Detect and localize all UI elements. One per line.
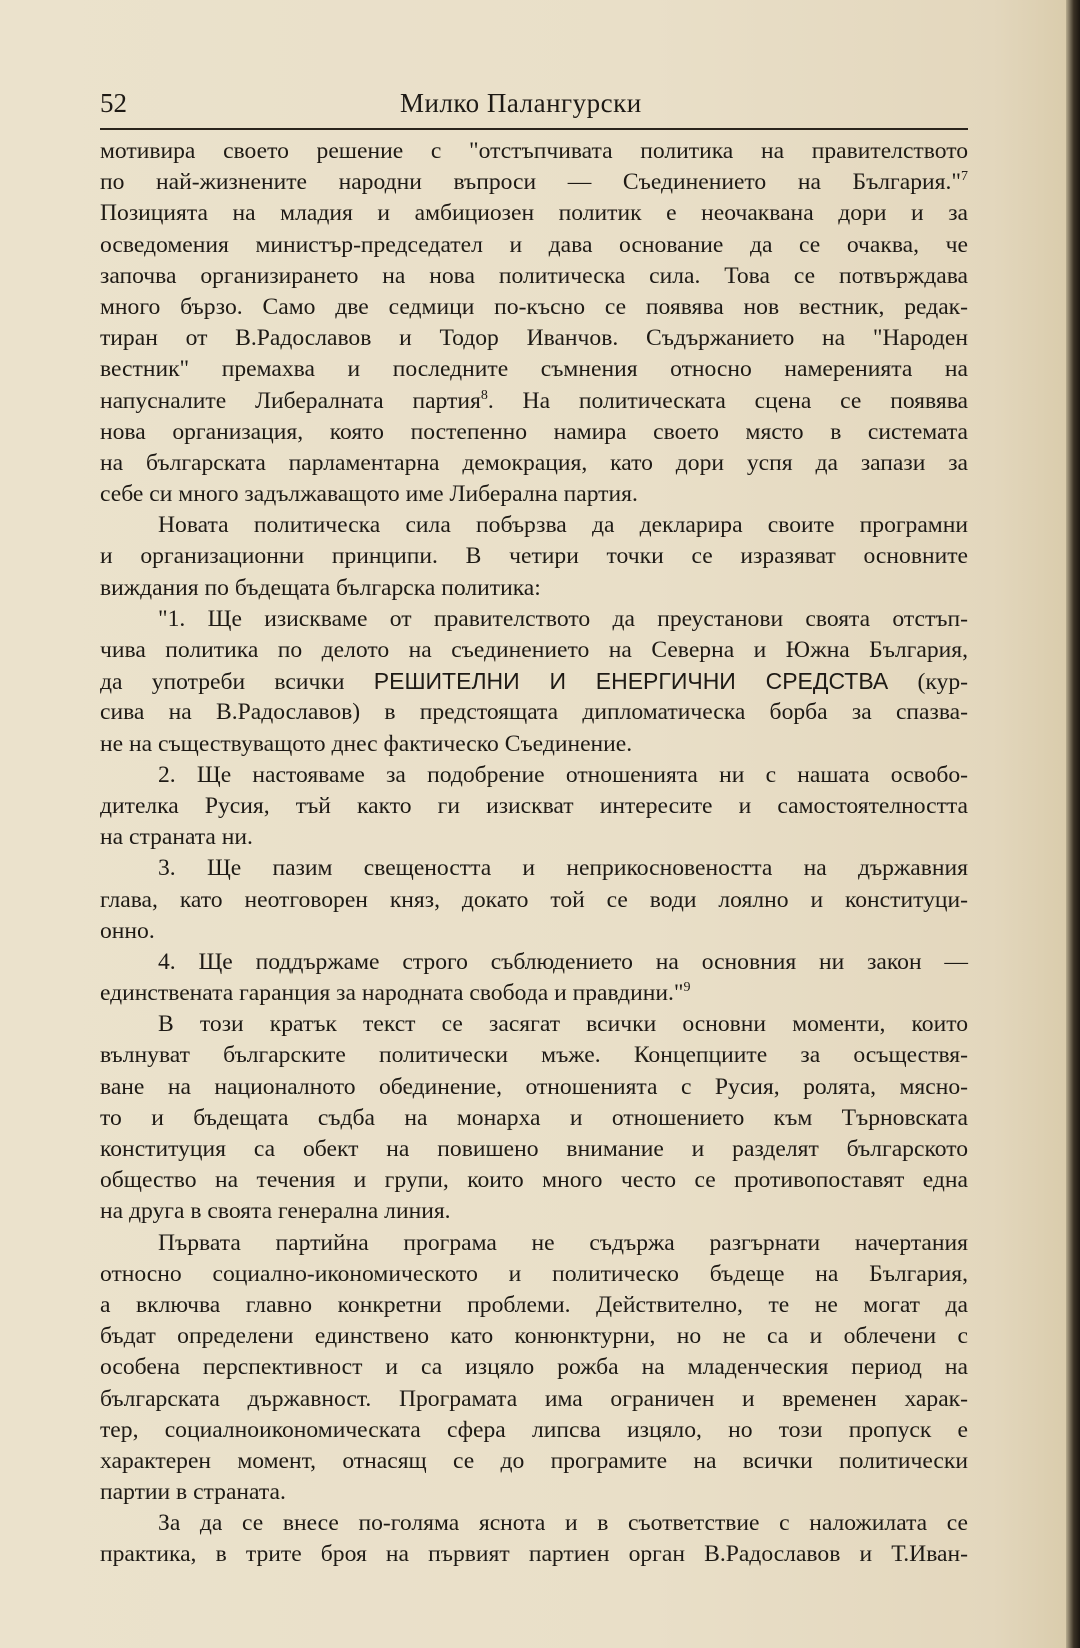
text-line: сива на В.Радославов) в предстоящата дипломатическа борба за спазва- <box>100 699 968 726</box>
text-line: 4. Ще поддържаме строго съблюдението на основния ни закон — <box>158 948 968 975</box>
paragraph <box>100 510 968 604</box>
text-line: практика, в трите броя на първият партиен орган В.Радославов и Т.Иван- <box>100 1541 968 1568</box>
text-line: напусналите Либералната партия$^8$. На политическата сцена се появява <box>100 387 968 414</box>
paragraph <box>100 1228 968 1509</box>
body-text <box>100 136 968 1571</box>
text-line: В този кратък текст се засягат всички основни моменти, които <box>158 1011 968 1038</box>
text-line: нова организация, която постепенно намира своето място в системата <box>100 418 968 445</box>
page-header <box>100 88 968 128</box>
text-line: бъдат определени единствено като конюнктурни, но не са и облечени с <box>100 1323 968 1350</box>
header-rule <box>100 128 968 130</box>
text-line: на страната ни. <box>100 824 253 851</box>
text-line: относно социално-икономическото и политическо бъдеще на България, <box>100 1260 968 1287</box>
text-line: 2. Ще настояваме за подобрение отношенията ни с нашата освобо- <box>158 761 968 788</box>
text-line: българската държавност. Програмата има ограничен и временен харак- <box>100 1385 968 1412</box>
paragraph <box>100 136 968 510</box>
text-line: по най-жизнените народни въпроси — Съединението на България."$^7$ <box>100 169 968 196</box>
text-line: мотивира своето решение с "отстъпчивата политика на правителството <box>100 138 968 164</box>
text-line: да употреби всички РЕШИТЕЛНИ И ЕНЕРГИЧНИ СРЕДСТВА (кур- <box>100 668 968 696</box>
text-line: себе си много задължаващото име Либерална партия. <box>100 481 638 508</box>
footnote-ref: 8 <box>480 387 488 403</box>
text-line: виждания по бъдещата българска политика: <box>100 574 541 601</box>
text-line: не на съществуващото днес фактическо Съединение. <box>100 730 633 757</box>
running-head-author: Милко Палангурски <box>400 88 642 118</box>
footnote-ref: 7 <box>961 169 968 185</box>
text-line: започва организирането на нова политическа сила. Това се потвърждава <box>100 262 968 289</box>
text-line: осведомения министър-председател и дава основание да се очаква, че <box>100 231 968 258</box>
text-line: на българската парламентарна демокрация, като дори успя да запази за <box>100 449 968 476</box>
text-line: ване на националното обединение, отношенията с Русия, ролята, мясно- <box>100 1073 968 1100</box>
text-line: тиран от В.Радославов и Тодор Иванчов. Съдържанието на "Народен <box>100 325 968 352</box>
text-line: онно. <box>100 917 155 944</box>
text-line: общество на течения и групи, които много често се противопоставят една <box>100 1167 968 1194</box>
text-line: глава, като неотговорен княз, докато той се води лоялно и конституци- <box>100 886 968 913</box>
text-line: дителка Русия, тъй както ги изискват интересите и самостоятелността <box>100 792 968 819</box>
text-line: на друга в своята генерална линия. <box>100 1198 451 1225</box>
program-point <box>100 947 968 1009</box>
text-line: и организационни принципи. В четири точки се изразяват основните <box>100 543 968 570</box>
text-line: особена перспективност и са изцяло рожба на младенческия период на <box>100 1354 968 1381</box>
text-line: тер, социалноикономическата сфера липсва изцяло, но този пропуск е <box>100 1416 968 1443</box>
text-line: чива политика по делото на съединението на Северна и Южна България, <box>100 637 968 663</box>
text-line: вълнуват българските политически мъже. Концепциите за осъществя- <box>100 1042 968 1069</box>
text-line: Новата политическа сила побързва да декларира своите програмни <box>158 512 968 539</box>
book-spine-shadow <box>1066 0 1080 1648</box>
paragraph <box>100 1009 968 1227</box>
text-line: Позицията на младия и амбициозен политик е неочаквана дори и за <box>100 200 968 227</box>
text-line: то и бъдещата съдба на монарха и отношението към Търновската <box>100 1104 968 1131</box>
text-line: 3. Ще пазим свещеността и неприкосновеността на държавния <box>158 855 968 882</box>
program-point <box>100 604 968 760</box>
text-line: много бързо. Само две седмици по-късно се появява нов вестник, редак- <box>100 293 968 320</box>
text-line: вестник" премахва и последните съмнения относно намеренията на <box>100 356 968 383</box>
text-line: единствената гаранция за народната свобода и правдини."$^9$ <box>100 980 691 1007</box>
paragraph <box>100 1508 968 1570</box>
text-line: партии в страната. <box>100 1479 286 1506</box>
text-line: За да се внесе по-голяма яснота и в съответствие с наложилата се <box>158 1510 968 1537</box>
footnote-ref: 9 <box>683 980 691 996</box>
emphasized-text: РЕШИТЕЛНИ И ЕНЕРГИЧНИ СРЕДСТВА <box>373 668 889 695</box>
text-line: Първата партийна програма не съдържа разгърнати начертания <box>158 1229 968 1256</box>
program-point <box>100 853 968 947</box>
text-line: характерен момент, отнасящ се до програмите на всички политически <box>100 1447 968 1474</box>
text-line: а включва главно конкретни проблеми. Действително, те не могат да <box>100 1291 968 1318</box>
text-line: конституция са обект на повишено внимание и разделят българското <box>100 1136 968 1162</box>
page-number: 52 <box>100 88 127 118</box>
text-line: "1. Ще изискваме от правителството да преустанови своята отстъп- <box>158 605 968 632</box>
program-point <box>100 760 968 854</box>
